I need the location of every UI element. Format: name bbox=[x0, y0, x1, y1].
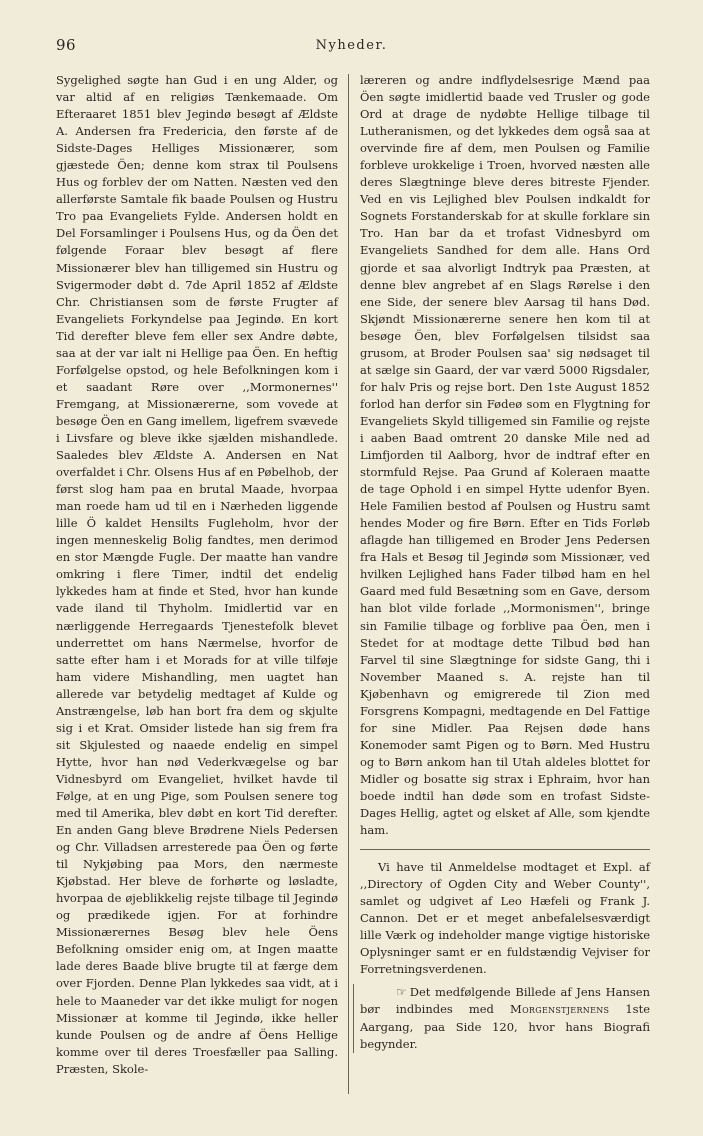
running-head-title: Nyheder. bbox=[315, 38, 388, 53]
pointing-hand-icon: ☞ bbox=[396, 985, 407, 1000]
section-divider bbox=[360, 849, 650, 850]
portrait-notice-text bbox=[360, 984, 650, 1052]
portrait-notice bbox=[353, 984, 650, 1052]
review-notice bbox=[360, 859, 650, 978]
column-divider bbox=[348, 74, 349, 1094]
page-number: 96 bbox=[56, 36, 77, 54]
right-column-text: læreren og andre indflydelsesrige Mænd paa Öen søgte imidlertid baade ved Trusler og gode Ord at drage de nydøbte Hellige tilbage til Lutheranismen, og det lykkedes dem også saa at overvinde fire af dem, men Poulsen og Familie forbleve urokkelige i Troen, hvorved næsten alle deres Slægtninge bleve deres bitreste Fjender. Ved en vis Lejlighed blev Poulsen indkaldt for Sognets Forstanderskab for at skulle forklare sin Tro. Han bar da et trofast Vidnesbyrd om Evangeliets Sandhed for dem alle. Hans Ord gjorde et saa alvorligt Indtryk paa Præsten, at denne blev angrebet af en Slags Rørelse i den ene Side, der senere blev Aarsag til hans Død. Skjøndt Missionærerne senere hen kom til at besøge Öen, blev Forfølgelsen tilsidst saa grusom, at Broder Poulsen saa' sig nødsaget til at sælge sin Gaard, der var værd 5000 Rigsdaler, for halv Pris og rejse bort. Den 1ste August 1852 forlod han derfor sin Fødeø som en Flygtning for Evangeliets Skyld tilligemed sin Familie og rejste i aaben Baad omtrent 20 danske Mile ned ad Limfjorden til Aalborg, hvor de indtraf efter en stormfuld Rejse. Paa Grund af Koleraen maatte de tage Ophold i en simpel Hytte udenfor Byen. Hele Familien bestod af Poulsen og Hustru samt hendes Moder og fire Børn. Efter en Tids Forløb aflagde han tilligemed en Broder Jens Pedersen fra Hals et Besøg til Jegindø som Missionær, ved hvilken Lejlighed hans Fader tilbød ham en hel Gaard med fuld Besætning som en Gave, dersom han blot vilde forlade ,,Mormonismen'', bringe sin Familie tilbage og forblive paa Öen, men i Stedet for at modtage dette Tilbud bød han Farvel til sine Slægtninge for sidste Gang, thi i November Maaned s. A. rejste han til Kjøbenhavn og emigrerede til Zion med Forsgrens Kompagni, medtagende en Del Fattige for sine Midler. Paa Rejsen døde hans Konemoder samt Pigen og to Børn. Med Hustru og to Børn ankom han til Utah aldeles blottet for Midler og bosatte sig strax i Ephraim, hvor han boede indtil han døde som en trofast Sidste-Dages Hellig, agtet og elsket af Alle, som kjendte ham. bbox=[360, 73, 650, 838]
left-column-text: Sygelighed søgte han Gud i en ung Alder, og var altid af en religiøs Tænkemaade. Om Efteraaret 1851 blev Jegindø besøgt af Ældste A. Andersen fra Fredericia, den første af de Sidste-Dages Helliges Missionærer, som gjæstede Öen; denne kom strax til Poulsens Hus og forblev der om Natten. Næsten ved den allerførste Samtale fik baade Poulsen og Hustru Tro paa Evangeliets Fylde. Andersen holdt en Del Forsamlinger i Poulsens Hus, og da Öen det følgende Foraar blev besøgt af flere Missionærer blev han tilligemed sin Hustru og Svigermoder døbt d. 7de April 1852 af Ældste Chr. Christiansen som de første Frugter af Evangeliets Forkyndelse paa Jegindø. En kort Tid derefter bleve fem eller sex Andre døbte, saa at der var ialt ni Hellige paa Öen. En heftig Forfølgelse opstod, og hele Befolkningen kom i et saadant Røre over ,,Mormonernes'' Fremgang, at Missionærerne, som vovede at besøge Öen en Gang imellem, ligefrem svævede i Livsfare og bleve ikke sjælden mishandlede. Saaledes blev Ældste A. Andersen en Nat overfaldet i Chr. Olsens Hus af en Pøbelhob, der først slog ham paa en brutal Maade, hvorpaa man roede ham ud til en i Nærheden liggende lille Ö kaldet Hensilts Fugleholm, hvor der ingen menneskelig Bolig fandtes, men derimod en stor Mængde Fugle. Der maatte han vandre omkring i flere Timer, indtil det endelig lykkedes ham at finde et Sted, hvor han kunde vade iland til Thyholm. Imidlertid var en nærliggende Herregaards Tjenestefolk blevet underrettet om hans Nærmelse, hvorfor de satte efter ham i et Morads for at ville tilføje ham videre Mishandling, men uagtet han allerede var betydelig medtaget af Kulde og Anstrængelse, løb han bort fra dem og skjulte sig i et Krat. Omsider listede han sig frem fra sit Skjulested og naaede endelig en simpel Hytte, hvor han nød Vederkvægelse og bar Vidnesbyrd om Evangeliet, hvilket havde til Følge, at en ung Pige, som Poulsen senere tog med til Amerika, blev døbt en kort Tid derefter. En anden Gang bleve Brødrene Niels Pedersen og Chr. Villadsen arresterede paa Öen og førte til Nykjøbing paa Mors, den nærmeste Kjøbstad. Her bleve de forhørte og løsladte, hvorpaa de øjeblikkelig rejste tilbage til Jegindø og prædikede igjen. For at forhindre Missionærernes Besøg blev hele Öens Befolkning omsider enig om, at Ingen maatte lade deres Baade blive brugte til at færge dem over Fjorden. Denne Plan lykkedes saa vidt, at i hele to Maaneder var det ikke muligt for nogen Missionær at komme til Jegindø, ikke heller kunde Poulsen og de andre af Öens Hellige komme over til deres Troesfæller paa Salling. Præsten, Skole- bbox=[56, 73, 338, 1076]
left-column bbox=[56, 72, 338, 1078]
review-notice-text: Vi have til Anmeldelse modtaget et Expl. af ,,Directory of Ogden City and Weber County'', samlet og udgivet af Leo Hæfeli og Frank J. Cannon. Det er et meget anbefalelsesværdigt lille Værk og indeholder mange vigtige historiske Oplysninger samt er en fuldstændig Vejviser for Forretningsverdenen. bbox=[360, 860, 650, 977]
portrait-note-before: Det medfølgende Billede af Jens Hansen bør indbindes med bbox=[360, 985, 650, 1017]
right-column bbox=[360, 72, 650, 1053]
portrait-note-after: 1ste Aargang, paa Side 120, hvor hans Biografi begynder. bbox=[360, 1002, 651, 1051]
portrait-note-journal: Morgenstjernens bbox=[510, 1002, 610, 1017]
